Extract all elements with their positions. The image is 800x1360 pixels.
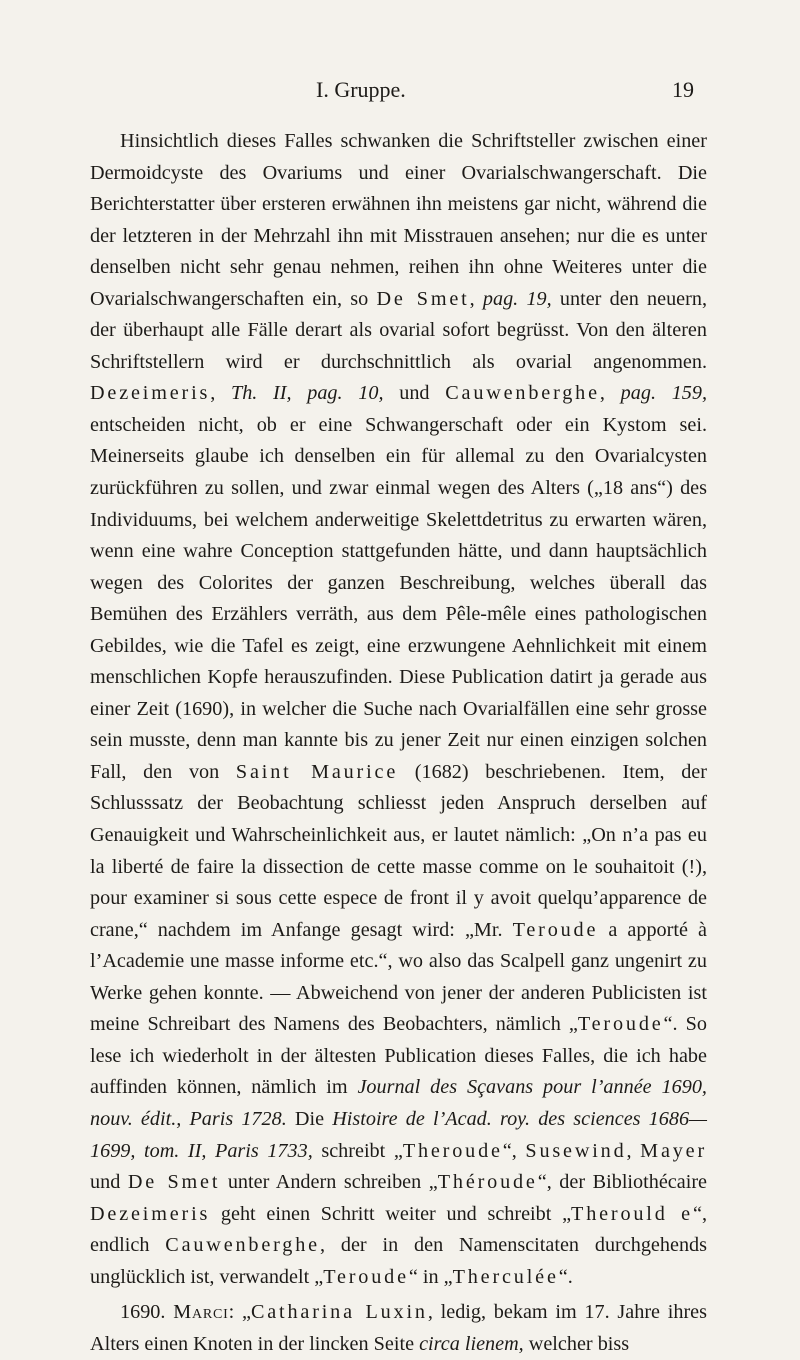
spaced-name: Théroude [437,1171,538,1194]
running-title: I. Gruppe. [316,77,406,102]
spaced-name: Theroude [402,1139,503,1162]
spaced-name: Therould e [571,1202,693,1225]
spaced-name: De Smet [127,1171,221,1194]
text-run: “. So lese ich wiederholt in der ältesten Publication dieses Falles, die ich habe auffinden können, nämlich im [90,1013,707,1099]
text-run: “ in „ [408,1265,453,1288]
paragraph [90,126,707,1293]
text-run: Die [286,1107,333,1130]
text-run: Hinsichtlich dieses Falles schwanken die Schriftsteller zwischen einer Dermoidcyste des Ovariums und einer Ovarialschwangerschaft. Die Berichterstatter über ersteren erwähnen ihn meistens gar nicht, während die der letzteren in der Mehrzahl ihn mit Misstrauen ansehen; nur die es unter denselben nicht sehr genau nehmen, reihen ihn ohne Weiteres unter die Ovarialschwangerschaften ein, so [90,130,707,310]
italic-citation: Histoire de l’Acad. roy. des sciences 1686—1699, tom. II, Paris 1733, [90,1107,707,1162]
text-run: unter den neuern, der überhaupt alle Fälle derart als ovarial sofort begrüsst. Von den älteren Schriftstellern wird er durchschnittlich als ovarial angenommen. [90,287,708,373]
text-run: welcher biss [523,1332,630,1355]
spaced-name: Teroude [512,918,599,941]
case-entry-paragraph [90,1297,707,1360]
spaced-name: De Smet [376,287,470,310]
spaced-name: Teroude [577,1013,664,1036]
italic-citation: pag. 19, [482,287,552,310]
text-run: 1690. [120,1301,174,1324]
text-run: unter Andern schreiben „ [220,1171,438,1194]
spaced-name: Cauwenberghe [165,1234,320,1257]
text-run: , [469,287,483,310]
body-text [90,126,707,1360]
spaced-name: Catharina Luxin [250,1301,428,1324]
text-run: , [599,382,621,405]
text-run: “, der Bibliothécaire [537,1171,708,1194]
text-run: (1682) beschriebenen. Item, der Schlusssatz der Beobachtung schliesst jeden Anspruch derselben auf Genauigkeit und Wahrscheinlichkeit aus, er lautet nämlich: „On n’a pas eu la liberté de faire la dissection de cette masse comme on le souhaitoit (!), pour examiner si sous cette espece de front il y avoit quelqu’apparence de crane,“ nachdem im Anfange gesagt wird: „Mr. [90,760,707,941]
text-run: und [383,382,446,405]
text-run: , [626,1139,641,1162]
italic-citation: circa lienem, [419,1332,524,1355]
text-run: “, endlich [90,1202,707,1257]
spaced-name: Dezeimeris [90,382,211,405]
spaced-name: Marci [173,1301,229,1324]
italic-citation: Th. II, pag. 10, [230,382,384,405]
spaced-name: Mayer [640,1139,707,1162]
text-run: , ledig, bekam im 17. Jahre ihres Alters einen Knoten in der lincken Seite [90,1301,708,1355]
spaced-name: Therculée [452,1265,559,1288]
italic-citation: pag. 159, [620,382,708,405]
text-run: schreibt „ [312,1139,403,1162]
text-run: entscheiden nicht, ob er eine Schwangerschaft oder ein Kystom sei. Meinerseits glaube ich denselben ein für allemal zu den Ovarialcysten zurückführen zu sollen, und zwar einmal wegen des Alters („18 ans“) des Individuums, bei welchem anderweitige Skelettdetritus zu erwarten wären, wenn eine wahre Conception stattgefunden hätte, und dann hauptsächlich wegen des Colorites der ganzen Beschreibung, welches überall das Bemühen des Erzählers verräth, aus dem Pêle-mêle eines pathologischen Gebildes, wie die Tafel es zeigt, eine erzwungene Aehnlichkeit mit einem menschlichen Kopfe herauszufinden. Diese Publication datirt ja gerade aus einer Zeit (1690), in welcher die Suche nach Ovarialfällen eine sehr grosse sein musste, denn man kannte bis zu jener Zeit nur einen einzigen solchen Fall, den von [90,413,707,783]
text-run: “, [502,1139,526,1162]
italic-citation: Journal des Sçavans pour l’année 1690, nouv. édit., Paris 1728. [90,1076,707,1130]
text-run: “. [558,1265,573,1288]
spaced-name: Susewind [525,1139,627,1162]
running-header [316,76,694,104]
spaced-name: Dezeimeris [90,1202,211,1225]
text-run: : „ [228,1301,251,1324]
text-run: und [90,1171,128,1194]
spaced-name: Cauwenberghe [445,382,600,405]
text-run: geht einen Schritt weiter und schreibt „ [210,1202,572,1225]
text-run: , der in den Namenscitaten durchgehends unglücklich ist, verwandelt „ [90,1234,707,1288]
spaced-name: Teroude [323,1265,409,1288]
text-run: , [210,382,231,405]
page-number: 19 [672,77,694,102]
spaced-name: Saint Maurice [235,760,399,783]
text-run: a apporté à l’Academie une masse informe etc.“, wo also das Scalpell ganz ungenirt zu Werke gehen konnte. — Abweichend von jener der anderen Publicisten ist meine Schreibart des Namens des Beobachters, nämlich „ [90,918,707,1036]
